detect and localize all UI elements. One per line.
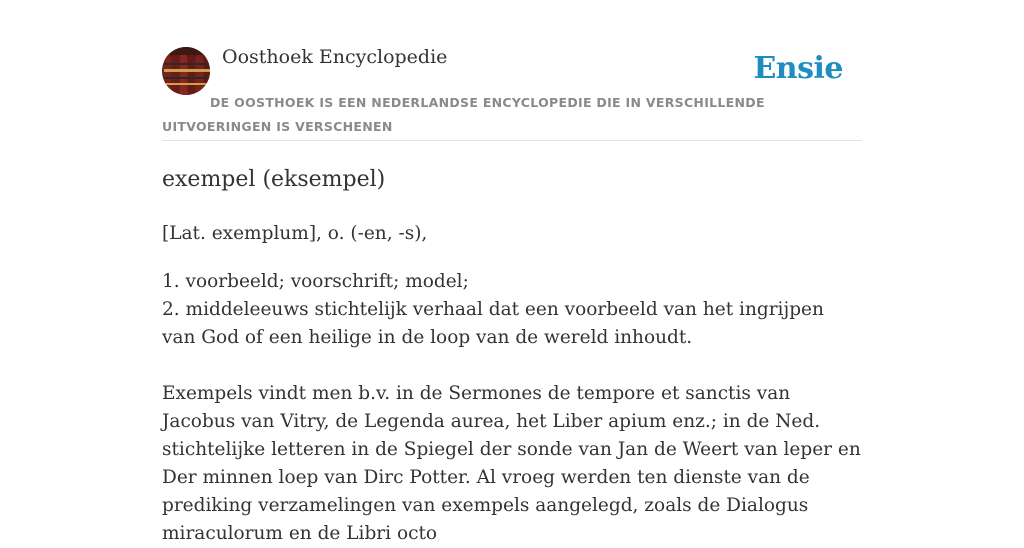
encyclopedia-books-icon: [162, 47, 210, 95]
definition-item: 1. voorbeeld; voorschrift; model;: [162, 271, 469, 292]
entry-body: Exempels vindt men b.v. in de Sermones de tempore et sanctis van Jacobus van Vitry, de Legenda aurea, het Liber apium enz.; in de Ned. stichtelijke letteren in de Spiegel der sonde van Jan de Weert van leper en Der minnen loep van Dirc Potter. Al vroeg werden ten dienste van de prediking verzamelingen van exempels aangelegd, zoals de Dialogus miraculorum en de Libri octo: [162, 383, 861, 544]
definition-item: 2. middeleeuws stichtelijk verhaal dat een voorbeeld van het ingrijpen van God of een heilige in de loop van de wereld inhoudt.: [162, 299, 824, 348]
ensie-logo[interactable]: Ensie: [753, 51, 843, 86]
site-header: [162, 0, 862, 141]
entry-definitions: [162, 268, 862, 352]
site-title[interactable]: Oosthoek Encyclopedie: [222, 46, 448, 68]
site-avatar[interactable]: [162, 47, 210, 95]
entry-content: [162, 165, 862, 548]
site-tagline: DE OOSTHOEK IS EEN NEDERLANDSE ENCYCLOPEDIE DIE IN VERSCHILLENDE UITVOERINGEN IS VERSCHENEN: [162, 95, 765, 134]
entry-etymology: [Lat. exemplum], o. (-en, -s),: [162, 223, 428, 244]
entry-title: exempel (eksempel): [162, 167, 386, 192]
page: [162, 0, 862, 548]
